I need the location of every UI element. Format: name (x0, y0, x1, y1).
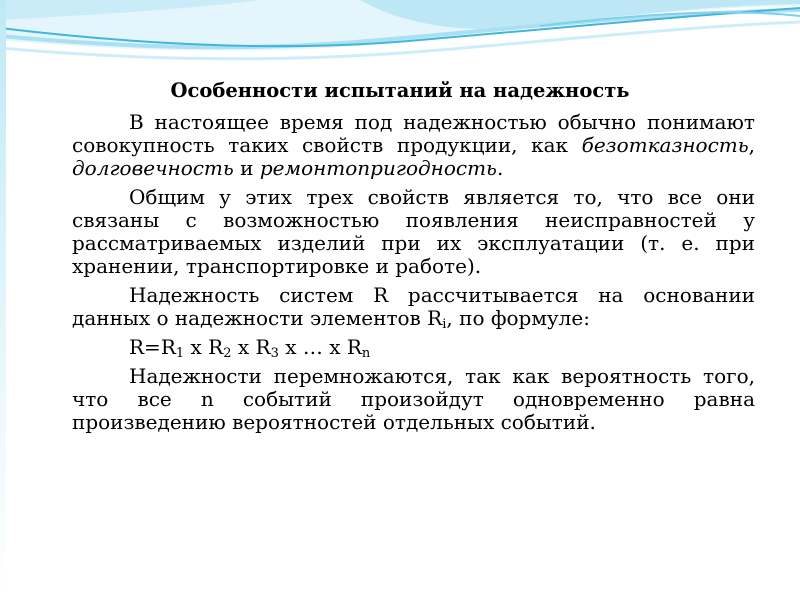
formula-part-2: x R (231, 335, 271, 359)
p1-text-d: . (496, 156, 504, 180)
p1-text-c: и (233, 156, 260, 180)
formula-part-0: R=R (129, 335, 176, 359)
p1-text-b: , (748, 133, 755, 157)
p3-text-a: Надежность систем R рассчитывается на основании данных о надежности элементов R (72, 283, 755, 330)
term-maintainability: ремонтопригодность (259, 156, 497, 180)
paragraph-common-property: Общим у этих трех свойств является то, что все они связаны с возможностью появления неисправностей у рассматриваемых изделий при их эксплуатации (т. е. при хранении, транспортировке и работе). (72, 185, 755, 278)
paragraph-multiplication-reason: Надежности перемножаются, так как вероятность того, что все n событий произойдут одновременно равна произведению вероятностей отдельных событий. (72, 364, 755, 434)
paragraph-system-reliability (72, 284, 755, 330)
term-durability: долговечность (72, 156, 234, 180)
formula-part-3: x … x R (278, 335, 362, 359)
p1-text-a: В настоящее время под надежностью обычно понимают совокупность таких свойств продукции, как (72, 110, 755, 157)
formula-sub-1: 1 (175, 346, 185, 361)
paragraph-reliability-definition (72, 111, 755, 180)
formula-sub-2: 2 (223, 346, 232, 361)
slide-body (72, 111, 755, 440)
p3-subscript-i: i (442, 317, 447, 332)
slide-title: Особенности испытаний на надежность (170, 79, 630, 102)
term-failure-free: безотказность (581, 133, 749, 157)
formula-sub-3: 3 (270, 346, 279, 361)
reliability-formula (72, 336, 755, 359)
formula-part-1: x R (184, 335, 224, 359)
header-wave-decoration (0, 0, 800, 70)
p3-text-b: , по формуле: (446, 306, 590, 330)
formula-sub-n: n (361, 346, 371, 361)
